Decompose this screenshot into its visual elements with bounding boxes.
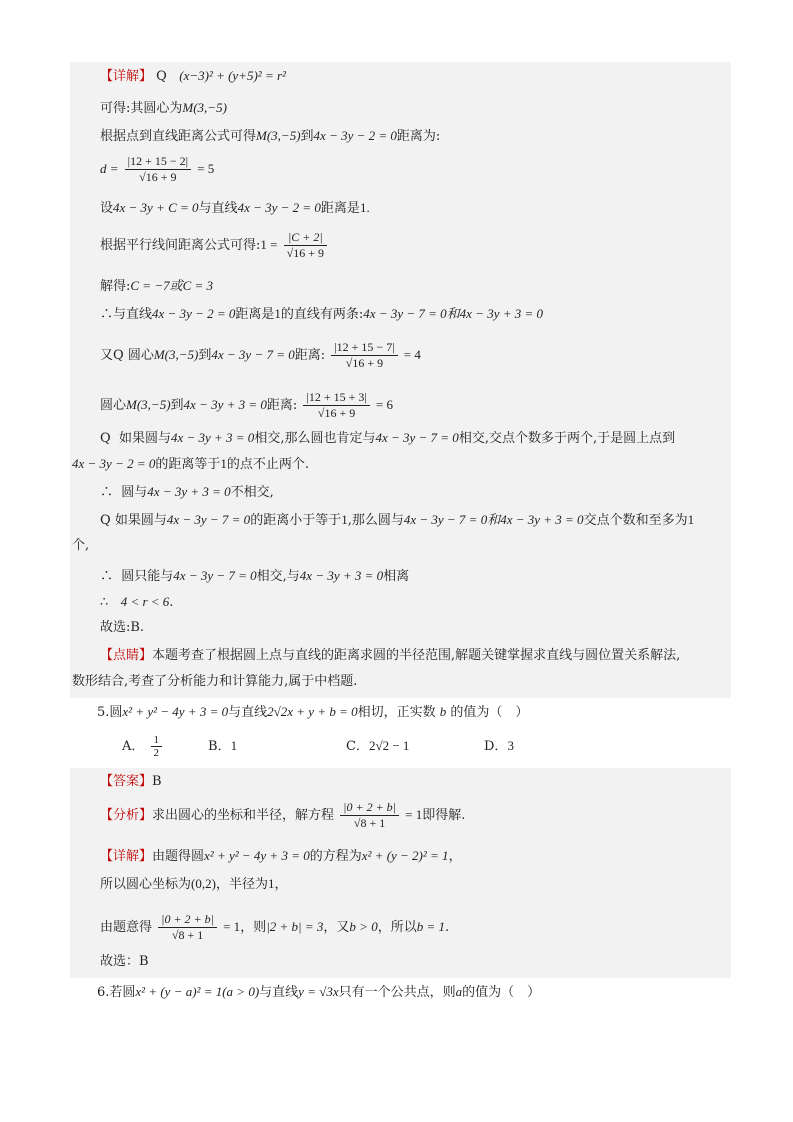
line-equation: 4x − 3y − 7 = 0 (166, 512, 251, 527)
center-point: M(3,−5) (182, 100, 227, 115)
text: 相交,那么圆也肯定与 (254, 431, 376, 446)
option-label: C． (346, 739, 369, 754)
text: 由题意得 (100, 920, 153, 935)
option-value: 3 (507, 738, 514, 753)
circle-equation: x² + (y − a)² = 1(a > 0) (135, 984, 260, 999)
analysis-tag: 【分析】 (100, 808, 153, 823)
equation-fraction (340, 800, 399, 831)
distance-label: d = (100, 161, 119, 176)
value: 1 (341, 512, 348, 527)
text: 5.圆 (97, 705, 123, 720)
variable: a (455, 984, 463, 999)
denominator: √16 + 9 (317, 406, 356, 420)
analysis-line (100, 800, 465, 831)
distance-fraction (331, 340, 397, 371)
line-equation: 4x − 3y + 3 = 0 (147, 484, 231, 499)
option-label: B． (208, 739, 231, 754)
line-equation: 4x − 3y − 2 = 0 (152, 306, 236, 321)
tangent-fraction (158, 912, 217, 943)
value: 1 (220, 456, 227, 471)
text: 相切，正实数 (357, 705, 436, 720)
text: . (445, 920, 450, 935)
circle-equation: x² + y² − 4y + 3 = 0 (204, 848, 310, 863)
text: 的直线有两条: (280, 307, 364, 322)
text: 的距离等于 (155, 457, 221, 472)
text: 即得解. (422, 808, 466, 823)
numerator: |12 + 15 + 3| (303, 390, 369, 406)
solution-values: C = −7或C = 3 (130, 278, 214, 293)
text: 与直线 (113, 307, 153, 322)
answer-tag: 【答案】 (100, 774, 153, 789)
text: ,那么圆与 (347, 513, 404, 528)
text: 圆心 (100, 398, 127, 413)
text: ，则 (240, 920, 267, 935)
therefore-symbol: ∴ (100, 595, 109, 610)
result: = 5 (197, 161, 215, 176)
line-equations: 4x − 3y − 7 = 0和4x − 3y + 3 = 0 (403, 512, 584, 527)
numerator: |12 + 15 − 2| (125, 154, 191, 170)
text: 根据点到直线距离公式可得 (100, 129, 257, 144)
distance-fraction (303, 390, 369, 421)
text: 与直线 (259, 985, 299, 1000)
question-6 (97, 982, 540, 1003)
text: 的方程为 (309, 849, 362, 864)
detail-line-1 (100, 66, 286, 87)
variable: b (439, 704, 447, 719)
detail-5-line-3 (100, 912, 449, 943)
option-label: D． (484, 739, 508, 754)
text: 到 (198, 348, 212, 363)
detail-line-16 (100, 566, 409, 587)
text: 可得:其圆心为 (100, 101, 183, 116)
text: 根据平行线间距离公式可得: (100, 238, 261, 253)
numerator: |C + 2| (284, 230, 327, 246)
solution-5-panel (70, 768, 731, 978)
option-a (122, 734, 164, 759)
center-point: M(3,−5) (256, 128, 301, 143)
answer-value: B (152, 774, 162, 789)
line-equation: 4x − 3y − 7 = 0 (211, 347, 295, 362)
detail-line-9 (100, 340, 421, 371)
text: 与直线 (228, 705, 268, 720)
value: 1. (359, 200, 370, 215)
because-symbol: Q (113, 348, 124, 363)
text: 距离是 (235, 307, 275, 322)
detail-line-7 (100, 276, 213, 297)
question-5 (97, 702, 528, 723)
detail-line-2 (100, 98, 227, 119)
text: 如果圆与 (118, 431, 171, 446)
text: 所以圆心坐标为 (100, 877, 192, 892)
line-equation: 4x − 3y + 3 = 0 (183, 397, 267, 412)
text: 相交,交点个数多于两个,于是圆上点到 (458, 431, 676, 446)
text: 的点不止两个. (226, 457, 310, 472)
text: 到 (300, 129, 314, 144)
numerator: |0 + 2 + b| (158, 912, 217, 928)
parallel-distance-fraction (284, 230, 327, 261)
comment-text: 数形结合,考查了分析能力和计算能力,属于中档题. (72, 674, 358, 689)
detail-tag: 【详解】 (100, 69, 153, 84)
text: 圆只能与 (121, 569, 174, 584)
option-c (346, 736, 409, 757)
denominator: √8 + 1 (353, 816, 386, 830)
text: ，半径为 (215, 877, 268, 892)
circle-equation: x² + y² − 4y + 3 = 0 (122, 704, 229, 719)
text: 圆心 (127, 348, 154, 363)
detail-line-6 (100, 230, 329, 261)
choice-text: 故选:B. (100, 620, 145, 635)
denominator: √16 + 9 (345, 356, 384, 370)
choice-text: 故选：B (100, 954, 149, 969)
detail-line-12 (72, 454, 309, 475)
option-d (484, 736, 514, 757)
detail-line-15 (72, 536, 89, 556)
detail-line-11 (100, 428, 675, 449)
text: ，所以 (377, 920, 417, 935)
text: 的距离小于等于 (250, 513, 342, 528)
text: 距离为: (396, 129, 441, 144)
denominator: √16 + 9 (139, 170, 177, 184)
denominator: √16 + 9 (286, 246, 324, 260)
text: ， (274, 877, 288, 892)
value: 1 (274, 306, 281, 321)
line-equation: 4x − 3y − 2 = 0 (72, 456, 156, 471)
line-equation: 2√2x + y + b = 0 (267, 704, 358, 719)
therefore-symbol: ∴ (100, 569, 114, 584)
result: = 1 (405, 807, 423, 822)
detail-tag: 【详解】 (100, 849, 153, 864)
text: ， (448, 849, 462, 864)
line-equations: 4x − 3y − 7 = 0和4x − 3y + 3 = 0 (363, 306, 544, 321)
text: 相交,与 (256, 569, 300, 584)
text: 距离: (294, 348, 326, 363)
comment-tag: 【点睛】 (100, 648, 153, 663)
text: 求出圆心的坐标和半径，解方程 (152, 808, 335, 823)
therefore-symbol: ∴ (100, 485, 114, 500)
comment-line-2 (72, 672, 357, 692)
center-point: (0,2) (191, 876, 216, 891)
option-b (208, 736, 237, 757)
option-label: A． (122, 739, 145, 754)
line-equation: 4x − 3y + 3 = 0 (170, 430, 255, 445)
center-point: M(3,−5) (153, 347, 199, 362)
center-point: M(3,−5) (126, 397, 171, 412)
detail-5-line-2 (100, 874, 287, 895)
option-a-fraction (151, 734, 163, 759)
line-equation: 4x − 3y − 2 = 0 (237, 200, 321, 215)
text: 只有一个公共点，则 (338, 985, 456, 1000)
detail-line-13 (100, 482, 274, 503)
text: . (169, 595, 174, 610)
text: 交点个数和至多为 (583, 513, 688, 528)
detail-line-17 (100, 592, 173, 613)
comment-line-1 (100, 646, 680, 666)
text: 与直线 (198, 201, 238, 216)
line-equation: 4x − 3y − 2 = 0 (313, 128, 397, 143)
text: 的值为（ ） (450, 705, 529, 720)
detail-line-4 (100, 154, 214, 185)
circle-equation: (x−3)² + (y+5)² = r² (179, 68, 286, 83)
distance-label: 1 = (260, 237, 278, 252)
comment-text: 本题考查了根据圆上点与直线的距离求圆的半径范围,解题关键掌握求直线与圆位置关系解法, (152, 648, 681, 663)
detail-5-final (100, 952, 149, 972)
result: = 4 (403, 347, 421, 362)
line-equation: 4x − 3y + C = 0 (113, 200, 199, 215)
because-symbol: Q (100, 513, 111, 528)
text: 个, (72, 538, 90, 553)
numerator: |0 + 2 + b| (340, 800, 399, 816)
detail-line-3 (100, 126, 440, 147)
abs-equation: |2 + b| = 3 (266, 919, 324, 934)
text: 不相交, (230, 485, 274, 500)
detail-line-18 (100, 618, 144, 638)
circle-standard-equation: x² + (y − 2)² = 1 (361, 848, 449, 863)
value: 1 (687, 512, 695, 527)
text: 如果圆与 (114, 513, 167, 528)
result: = 6 (375, 397, 394, 412)
because-symbol: Q (156, 69, 167, 84)
line-equation: 4x − 3y − 7 = 0 (173, 568, 257, 583)
detail-5-line-1 (100, 846, 462, 867)
because-symbol: Q (100, 431, 111, 446)
denominator: √8 + 1 (171, 928, 204, 942)
therefore-symbol: ∴ (100, 307, 114, 322)
line-equation: y = √3x (298, 984, 339, 999)
option-value: 1 (230, 738, 238, 753)
detail-line-10 (100, 390, 393, 421)
text: 6.若圆 (97, 985, 136, 1000)
text: 圆与 (121, 485, 148, 500)
detail-line-8 (100, 304, 543, 325)
text: 的值为（ ） (462, 985, 541, 1000)
distance-fraction (125, 154, 191, 185)
option-value: 2√2 − 1 (368, 738, 410, 753)
condition: b > 0 (349, 919, 378, 934)
solution-value: b = 1 (416, 919, 445, 934)
line-equation: 4x − 3y − 7 = 0 (375, 430, 459, 445)
text: 又 (100, 348, 114, 363)
numerator: 1 (151, 734, 163, 747)
detail-line-5 (100, 198, 370, 219)
text: 解得: (100, 279, 131, 294)
text: 设 (100, 201, 114, 216)
result: = 1 (223, 919, 241, 934)
text: 相离 (383, 569, 410, 584)
answer-line (100, 772, 162, 792)
text: 到 (170, 398, 184, 413)
solution-4-panel (70, 62, 731, 698)
text: 距离: (266, 398, 298, 413)
numerator: |12 + 15 − 7| (331, 340, 397, 356)
radius-range: 4 < r < 6 (120, 594, 170, 609)
denominator: 2 (153, 747, 160, 759)
text: ，又 (323, 920, 350, 935)
detail-line-14 (100, 510, 694, 531)
question-5-options (0, 734, 793, 764)
line-equation: 4x − 3y + 3 = 0 (299, 568, 384, 583)
text: 距离是 (320, 201, 360, 216)
text: 由题得圆 (152, 849, 205, 864)
radius-value: 1 (267, 876, 275, 891)
